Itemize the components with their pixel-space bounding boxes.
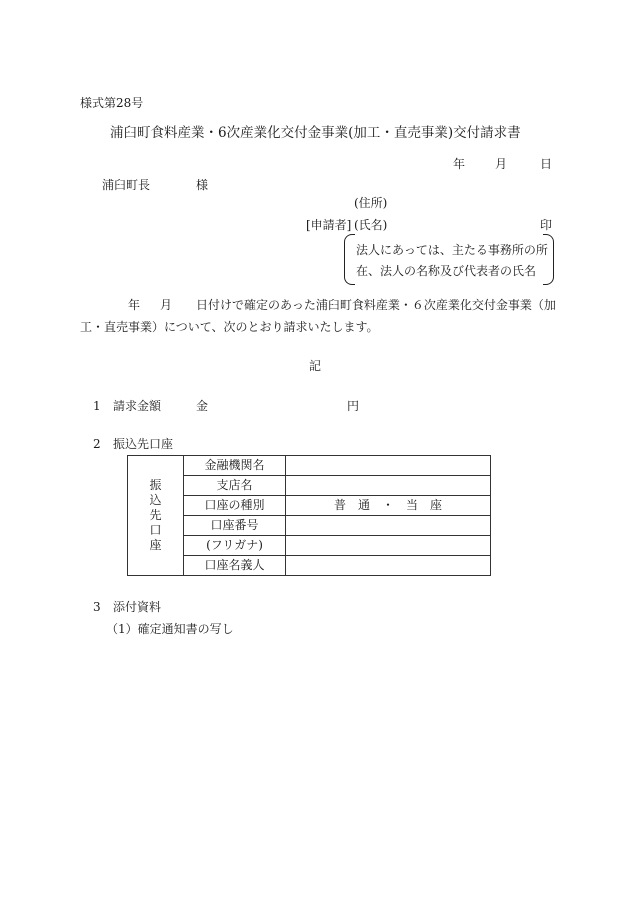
ki-heading: 記 [309, 359, 322, 373]
item1-label: 請求金額 [113, 399, 162, 413]
note-bracket-left [344, 234, 355, 285]
row-label-furigana: (フリガナ) [184, 536, 286, 556]
applicant-note-box [344, 234, 554, 285]
item2-label: 振込先口座 [113, 437, 174, 451]
body-text-line-1: 日付けで確定のあった浦臼町食料産業・６次産業化交付金事業（加 [196, 298, 556, 312]
row-label-bank-name: 金融機関名 [184, 456, 286, 476]
row-label-account-number: 口座番号 [184, 516, 286, 536]
row-value-bank-name [286, 456, 491, 476]
row-label-account-type: 口座の種別 [184, 496, 286, 516]
document-title: 浦臼町食料産業・6次産業化交付金事業(加工・直売事業)交付請求書 [110, 125, 521, 141]
item1-number: 1 [93, 399, 101, 413]
body-text-line-2: 工・直売事業）について、次のとおり請求いたします。 [80, 320, 379, 334]
item3-label: 添付資料 [113, 600, 162, 614]
note-line-2: 在、法人の名称及び代表者の氏名 [356, 264, 537, 278]
item1-kin-label: 金 [196, 399, 209, 413]
table-row [128, 456, 491, 476]
applicant-name-label: (氏名) [354, 218, 388, 232]
date-day-label: 日 [540, 157, 553, 171]
account-group-label: 振込先口座 [149, 478, 162, 552]
note-bracket-right [543, 234, 554, 285]
applicant-address-label: (住所) [354, 196, 388, 210]
row-value-branch [286, 476, 491, 496]
note-line-1: 法人にあっては、主たる事務所の所 [356, 243, 548, 257]
item2-number: 2 [93, 437, 101, 451]
applicant-role-label: [申請者] [306, 218, 352, 232]
row-value-account-type: 普 通 ・ 当 座 [286, 496, 491, 516]
row-label-branch: 支店名 [184, 476, 286, 496]
addressee-mayor: 浦臼町長 [102, 178, 151, 192]
body-year-label: 年 [128, 298, 141, 312]
row-label-account-holder: 口座名義人 [184, 556, 286, 576]
date-year-label: 年 [453, 157, 466, 171]
body-month-label: 月 [160, 298, 173, 312]
date-month-label: 月 [495, 157, 508, 171]
item1-yen-label: 円 [347, 399, 360, 413]
form-number: 様式第28号 [80, 96, 144, 110]
item3-number: 3 [93, 600, 101, 614]
row-value-account-number [286, 516, 491, 536]
attachment-item-1: （1）確定通知書の写し [106, 622, 234, 636]
seal-mark: 印 [540, 218, 553, 232]
row-value-furigana [286, 536, 491, 556]
account-group-cell [128, 456, 184, 576]
row-value-account-holder [286, 556, 491, 576]
bank-account-table [127, 455, 491, 576]
addressee-honorific: 様 [196, 178, 209, 192]
